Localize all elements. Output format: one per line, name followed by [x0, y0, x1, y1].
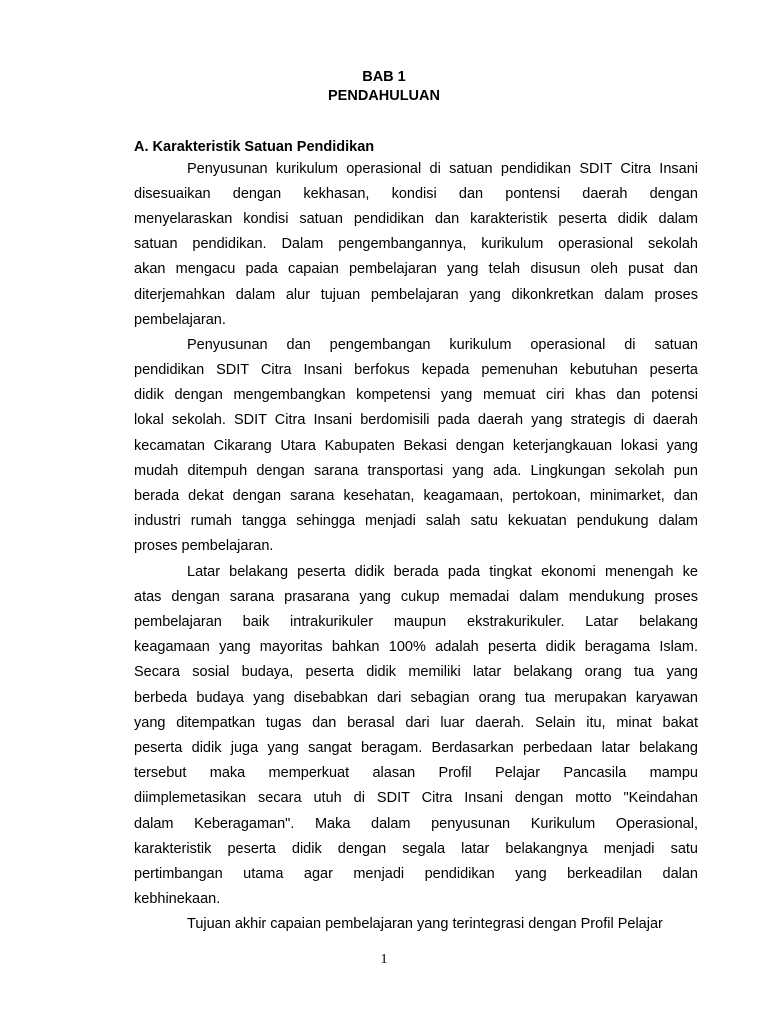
- text-line: berbeda budaya yang disebabkan dari sebagian orang tua merupakan karyawan: [134, 690, 698, 706]
- text-line: tersebut maka memperkuat alasan Profil Pelajar Pancasila mampu: [134, 765, 698, 781]
- section-heading: A. Karakteristik Satuan Pendidikan: [134, 139, 375, 155]
- text-line: Tujuan akhir capaian pembelajaran yang terintegrasi dengan Profil Pelajar: [187, 916, 663, 932]
- text-line: diimplemetasikan secara utuh di SDIT Citra Insani dengan motto "Keindahan: [134, 790, 698, 806]
- text-line: proses pembelajaran.: [134, 538, 274, 554]
- text-line: yang ditempatkan tugas dan berasal dari luar daerah. Selain itu, minat bakat: [134, 715, 698, 731]
- text-line: kecamatan Cikarang Utara Kabupaten Bekasi dengan keterjangkauan lokasi yang: [134, 438, 698, 454]
- text-line: satuan pendidikan. Dalam pengembangannya, kurikulum operasional sekolah: [134, 236, 698, 252]
- text-line: Penyusunan dan pengembangan kurikulum operasional di satuan: [187, 337, 698, 353]
- text-line: pertimbangan utama agar menjadi pendidikan yang berkeadilan dalan: [134, 866, 698, 882]
- text-line: karakteristik peserta didik dengan segala latar belakangnya menjadi satu: [134, 841, 698, 857]
- page-number: 1: [380, 952, 388, 967]
- text-line: mudah ditempuh dengan sarana transportasi yang ada. Lingkungan sekolah pun: [134, 463, 698, 479]
- text-line: atas dengan sarana prasarana yang cukup memadai dalam mendukung proses: [134, 589, 698, 605]
- text-line: diterjemahkan dalam alur tujuan pembelajaran yang dikonkretkan dalam proses: [134, 287, 698, 303]
- text-line: pendidikan SDIT Citra Insani berfokus kepada pemenuhan kebutuhan peserta: [134, 362, 698, 378]
- text-line: Penyusunan kurikulum operasional di satuan pendidikan SDIT Citra Insani: [187, 161, 698, 177]
- text-line: lokal sekolah. SDIT Citra Insani berdomisili pada daerah yang strategis di daerah: [134, 412, 698, 428]
- text-line: kebhinekaan.: [134, 891, 221, 907]
- text-line: Latar belakang peserta didik berada pada tingkat ekonomi menengah ke: [187, 564, 698, 580]
- text-line: didik dengan mengembangkan kompetensi yang memuat ciri khas dan potensi: [134, 387, 698, 403]
- text-line: akan mengacu pada capaian pembelajaran yang telah disusun oleh pusat dan: [134, 261, 698, 277]
- text-line: industri rumah tangga sehingga menjadi salah satu kekuatan pendukung dalam: [134, 513, 698, 529]
- text-line: keagamaan yang mayoritas bahkan 100% adalah peserta didik beragama Islam.: [134, 639, 698, 655]
- text-line: disesuaikan dengan kekhasan, kondisi dan pontensi daerah dengan: [134, 186, 698, 202]
- text-line: dalam Keberagaman". Maka dalam penyusunan Kurikulum Operasional,: [134, 816, 698, 832]
- text-line: pembelajaran.: [134, 312, 226, 328]
- text-line: berada dekat dengan sarana kesehatan, keagamaan, pertokoan, minimarket, dan: [134, 488, 698, 504]
- chapter-number: BAB 1: [362, 69, 406, 85]
- text-line: menyelaraskan kondisi satuan pendidikan dan karakteristik peserta didik dalam: [134, 211, 698, 227]
- text-line: pembelajaran baik intrakurikuler maupun ekstrakurikuler. Latar belakang: [134, 614, 698, 630]
- chapter-title: PENDAHULUAN: [328, 88, 440, 104]
- text-line: Secara sosial budaya, peserta didik memiliki latar belakang orang tua yang: [134, 664, 698, 680]
- text-line: peserta didik juga yang sangat beragam. Berdasarkan perbedaan latar belakang: [134, 740, 698, 756]
